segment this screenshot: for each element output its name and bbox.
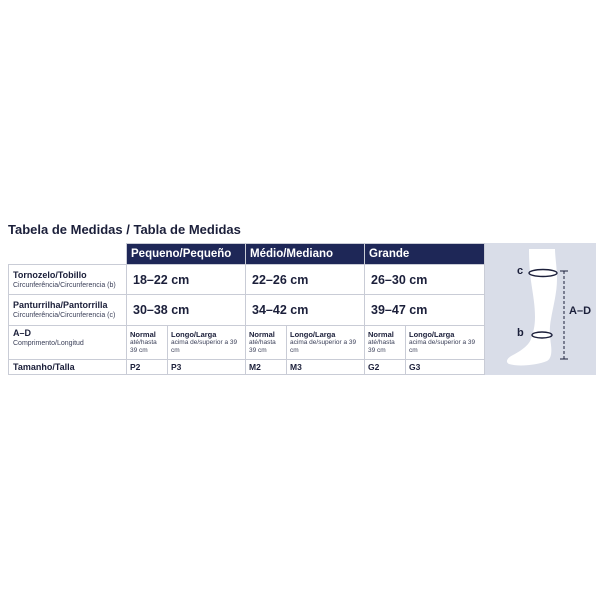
calf-sublabel: Circunferência/Circunferencia (c) [13,312,116,320]
length-row [9,325,485,360]
length-normal-large [365,325,406,360]
header-size-large: Grande [365,244,485,265]
ankle-value-medium: 22–26 cm [246,264,365,294]
size-table [8,243,485,375]
calf-value-small: 30–38 cm [127,295,246,325]
ankle-value-small: 18–22 cm [127,264,246,294]
ankle-sublabel: Circunferência/Circunferencia (b) [13,281,116,289]
ankle-row [9,264,485,294]
length-normal-medium [246,325,287,360]
length-long-sub: acima de/superior a 39 cm [409,339,476,355]
page-title: Tabela de Medidas / Tabla de Medidas [8,222,241,237]
length-normal-title: Normal [368,330,394,340]
header-row [9,244,485,265]
size-code-p3: P3 [168,360,246,375]
calf-row [9,295,485,325]
length-normal-sub: até/hasta 39 cm [368,339,395,355]
label-ad: A–D [569,305,592,317]
leg-diagram [485,243,596,375]
ankle-value-large: 26–30 cm [365,264,485,294]
size-label-cell [9,360,127,375]
size-code-row [9,360,485,375]
header-size-medium: Médio/Mediano [246,244,365,265]
length-long-title: Longo/Larga [171,330,217,340]
size-code-g2: G2 [365,360,406,375]
size-code-p2: P2 [127,360,168,375]
ankle-label-cell [9,264,127,294]
leg-shape [507,249,557,365]
length-long-sub: acima de/superior a 39 cm [290,339,357,355]
length-long-large [406,325,485,360]
size-code-m2: M2 [246,360,287,375]
ankle-label: Tornozelo/Tobillo [13,269,87,280]
length-label-cell [9,325,127,360]
calf-label-cell [9,295,127,325]
size-chart [8,243,596,375]
length-long-title: Longo/Larga [409,330,455,340]
size-code-m3: M3 [287,360,365,375]
length-normal-small [127,325,168,360]
calf-value-medium: 34–42 cm [246,295,365,325]
calf-label: Panturrilha/Pantorrilla [13,300,108,311]
length-long-small [168,325,246,360]
length-label: A–D [13,327,32,338]
label-c: c [517,265,524,277]
length-normal-sub: até/hasta 39 cm [249,339,276,355]
length-long-sub: acima de/superior a 39 cm [171,339,238,355]
length-normal-sub: até/hasta 39 cm [130,339,157,355]
size-label: Tamanho/Talla [13,361,75,372]
length-sublabel: Comprimento/Longitud [13,339,84,347]
header-size-small: Pequeno/Pequeño [127,244,246,265]
length-normal-title: Normal [249,330,275,340]
label-b: b [517,327,524,339]
length-long-title: Longo/Larga [290,330,336,340]
size-code-g3: G3 [406,360,485,375]
calf-value-large: 39–47 cm [365,295,485,325]
length-long-medium [287,325,365,360]
length-normal-title: Normal [130,330,156,340]
header-blank [9,244,127,265]
